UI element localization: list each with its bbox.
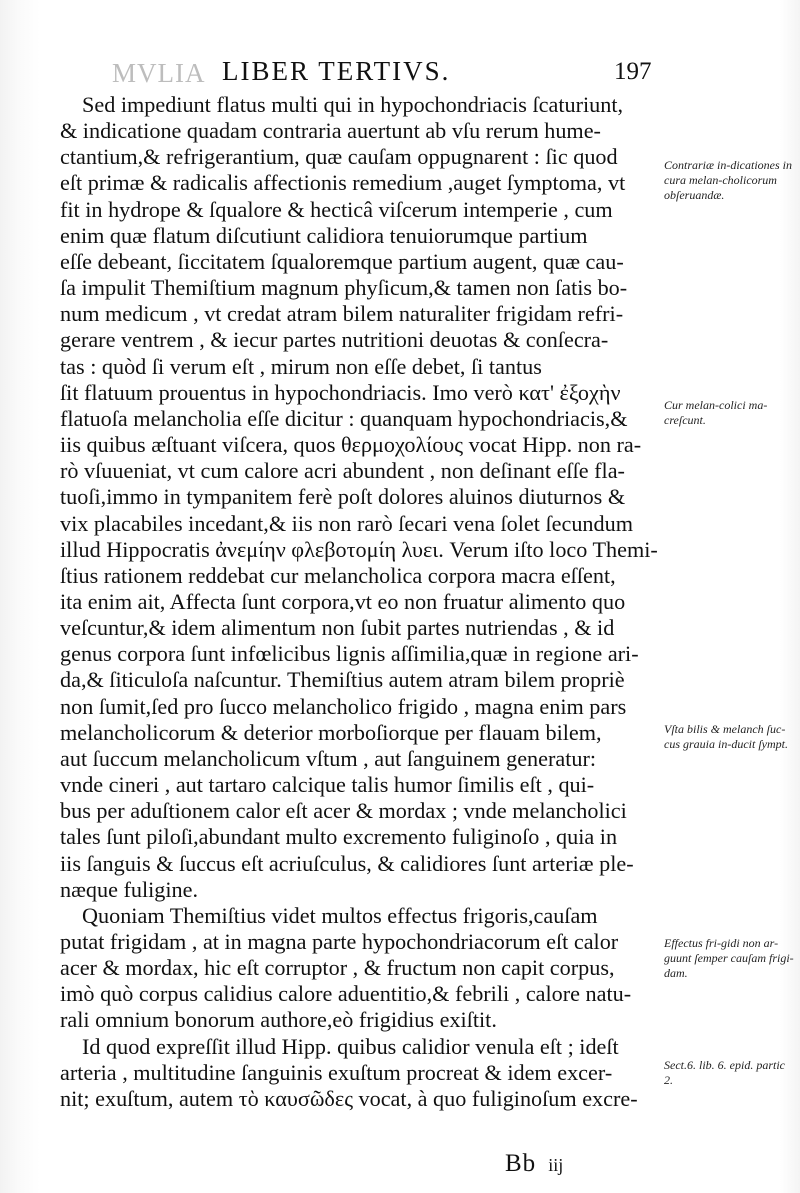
text-line: & indicatione quadam contraria auertunt ab vſu rerum hume-	[60, 118, 601, 144]
text-line: Sed impediunt flatus multi qui in hypochondriacis ſcaturiunt,	[82, 92, 624, 117]
text-line: genus corpora ſunt infœlicibus lignis aſſimilia,quæ in regione ari-	[60, 641, 639, 667]
text-line: ſa impulit Themiſtium magnum phyſicum,& tamen non ſatis bo-	[60, 275, 628, 301]
text-line: nit; exuſtum, autem τὸ καυσῶδες vocat, à quo fuliginoſum excre-	[60, 1085, 638, 1111]
running-header	[0, 52, 800, 92]
text-line: rali omnium bonorum authore,eò frigidius exiſtit.	[60, 1007, 497, 1033]
signature-number: iij	[548, 1155, 564, 1175]
text-line: rò vſuueniat, vt cum calore acri abundent , non deſinant eſſe fla-	[60, 458, 625, 484]
signature-mark	[505, 1150, 563, 1178]
text-line: vix placabiles incedant,& iis non rarò ſecari vena ſolet ſecundum	[60, 510, 633, 536]
text-line: melancholicorum & deterior morboſiorque per flauam bilem,	[60, 719, 602, 745]
text-line: gerare ventrem , & iecur partes nutritioni deuotas & conſecra-	[60, 327, 609, 353]
text-line: tales ſunt piloſi,abundant multo excremento fuliginoſo , quia in	[60, 824, 618, 850]
text-line: vnde cineri , aut tartaro calcique talis humor ſimilis eſt , qui-	[60, 772, 595, 798]
text-line: Id quod expreſſit illud Hipp. quibus calidior venula eſt ; ideſt	[82, 1033, 619, 1059]
running-title: LIBER TERTIVS.	[222, 56, 451, 86]
text-line: aut ſuccum melancholicum vſtum , aut ſanguinem generatur:	[60, 745, 597, 771]
text-line: illud Hippocratis ἀνεμίην φλεβοτομίη λυει. Verum iſto loco Themi-	[60, 536, 658, 562]
show-through-text: MVLIA	[112, 58, 206, 88]
text-line: næque fuligine.	[60, 876, 199, 902]
text-line: arteria , multitudine ſanguinis exuſtum procreat & idem excer-	[60, 1059, 613, 1085]
page-number: 197	[614, 58, 652, 85]
margin-note: Vſta bilis & melanch ſuc-cus grauia in-ducit ſympt.	[664, 722, 788, 751]
text-line: putat frigidam , at in magna parte hypochondriacorum eſt calor	[60, 929, 619, 954]
text-line: fit in hydrope & ſqualore & hecticâ viſcerum intemperie , cum	[60, 196, 613, 222]
text-line: enim quæ flatum diſcutiunt calidiora tenuiorumque partium	[60, 222, 588, 248]
signature-letters: Bb	[505, 1150, 537, 1177]
text-line: flatuoſa melancholia eſſe dicitur : quanquam hypochondriacis,&	[60, 405, 628, 431]
margin-note: Contrariæ in-dicationes in cura melan-cholicorum obſeruandæ.	[664, 158, 793, 202]
text-line: da,& ſiticuloſa naſcuntur. Themiſtius autem atram bilem propriè	[60, 667, 625, 693]
text-line: tuoſi,immo in tympanitem ferè poſt dolores aluinos diuturnos &	[60, 484, 626, 510]
text-line: ctantium,& refrigerantium, quæ cauſam oppugnarent : ſic quod	[60, 144, 618, 170]
text-line: Quoniam Themiſtius videt multos effectus frigoris,cauſam	[82, 902, 598, 928]
text-line: eſt primæ & radicalis affectionis remedium ,auget ſymptoma, vt	[60, 170, 626, 196]
text-line: imò quò corpus calidius calore aduentitio,& febrili , calore natu-	[60, 981, 632, 1007]
margin-note: Sect.6. lib. 6. epid. partic 2.	[664, 1058, 785, 1087]
main-text-block	[60, 92, 660, 1112]
margin-note: Cur melan-colici ma-creſcunt.	[664, 398, 768, 427]
text-line: ita enim ait, Affecta ſunt corpora,vt eo non fruatur alimento quo	[60, 588, 626, 614]
text-line: iis quibus æſtuant viſcera, quos θερμοχολίους vocat Hipp. non ra-	[60, 432, 642, 458]
text-line: eſſe debeant, ſiccitatem ſqualoremque partium augent, quæ cau-	[60, 248, 624, 274]
margin-note: Effectus fri-gidi non ar-guunt ſemper cauſam frigi-dam.	[664, 936, 794, 980]
text-line: iis ſanguis & ſuccus eſt acriuſculus, & calidiores ſunt arteriæ ple-	[60, 850, 634, 876]
text-line: num medicum , vt credat atram bilem naturaliter frigidam refri-	[60, 301, 624, 327]
text-line: veſcuntur,& idem alimentum non ſubit partes nutriendas , & id	[60, 615, 615, 641]
text-line: tas : quòd ſi verum eſt , mirum non eſſe debet, ſi tantus	[60, 353, 542, 379]
text-line: ſit flatuum prouentus in hypochondriacis. Imo verò κατ' ἐξοχὴν	[60, 379, 621, 405]
text-line: bus per aduſtionem calor eſt acer & mordax ; vnde melancholici	[60, 798, 627, 824]
text-line: non ſumit,ſed pro ſucco melancholico frigido , magna enim pars	[60, 693, 627, 719]
text-line: ſtius rationem reddebat cur melancholica corpora macra eſſent,	[60, 562, 616, 588]
text-line: acer & mordax, hic eſt corruptor , & fructum non capit corpus,	[60, 955, 615, 981]
